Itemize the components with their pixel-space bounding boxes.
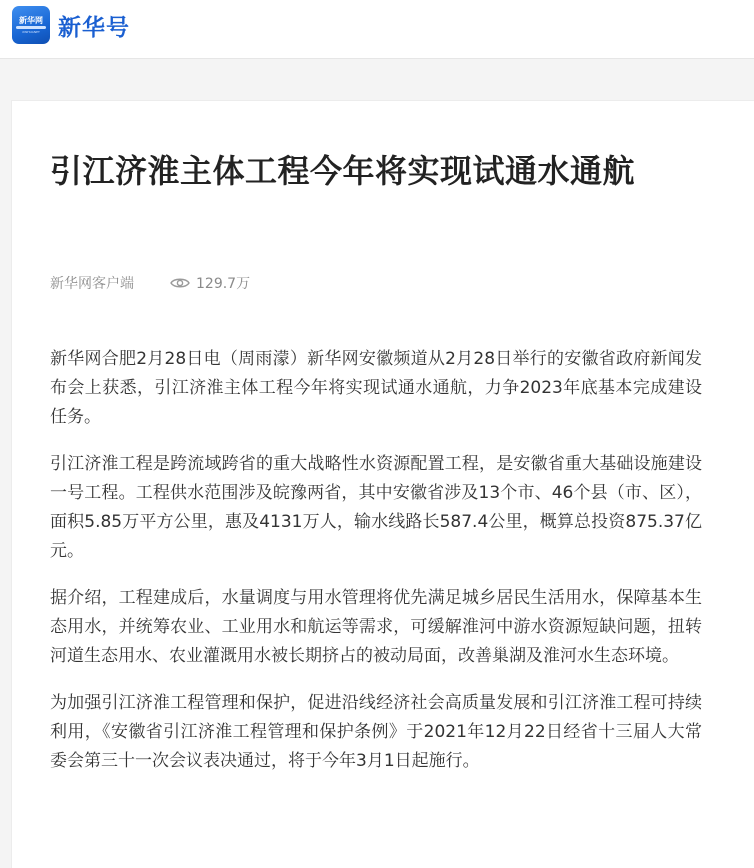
article-body (50, 345, 702, 794)
xinhua-logo[interactable] (12, 6, 50, 44)
eye-icon (170, 276, 190, 290)
logo-subtext: XINHUANET (22, 30, 40, 34)
logo-text: 新华网 (19, 16, 43, 25)
logo-wave (16, 26, 46, 29)
article-paragraph: 为加强引江济淮工程管理和保护，促进沿线经济社会高质量发展和引江济淮工程可持续利用，《安徽省引江济淮工程管理和保护条例》于2021年12月22日经省十三届人大常委会第三十一次会议表决通过，将于今年3月1日起施行。 (50, 693, 702, 771)
article-paragraph: 据介绍，工程建成后，水量调度与用水管理将优先满足城乡居民生活用水，保障基本生态用水，并统筹农业、工业用水和航运等需求，可缓解淮河中游水资源短缺问题，扭转河道生态用水、农业灌溉用水被长期挤占的被动局面，改善巢湖及淮河水生态环境。 (50, 588, 702, 666)
article-paragraph: 新华网合肥2月28日电（周雨濛）新华网安徽频道从2月28日举行的安徽省政府新闻发布会上获悉，引江济淮主体工程今年将实现试通水通航，力争2023年底基本完成建设任务。 (50, 349, 702, 427)
article-paragraph: 引江济淮工程是跨流域跨省的重大战略性水资源配置工程，是安徽省重大基础设施建设一号工程。工程供水范围涉及皖豫两省，其中安徽省涉及13个市、46个县（市、区），面积5.85万平方公里，惠及4131万人，输水线路长587.4公里，概算总投资875.37亿元。 (50, 454, 702, 561)
article-card (11, 100, 754, 868)
view-count: 129.7万 (196, 276, 251, 292)
top-bar (0, 0, 754, 59)
article-title: 引江济淮主体工程今年将实现试通水通航 (50, 152, 636, 190)
article-meta (50, 273, 250, 293)
brand-name[interactable]: 新华号 (58, 15, 130, 41)
article-source: 新华网客户端 (50, 276, 134, 292)
